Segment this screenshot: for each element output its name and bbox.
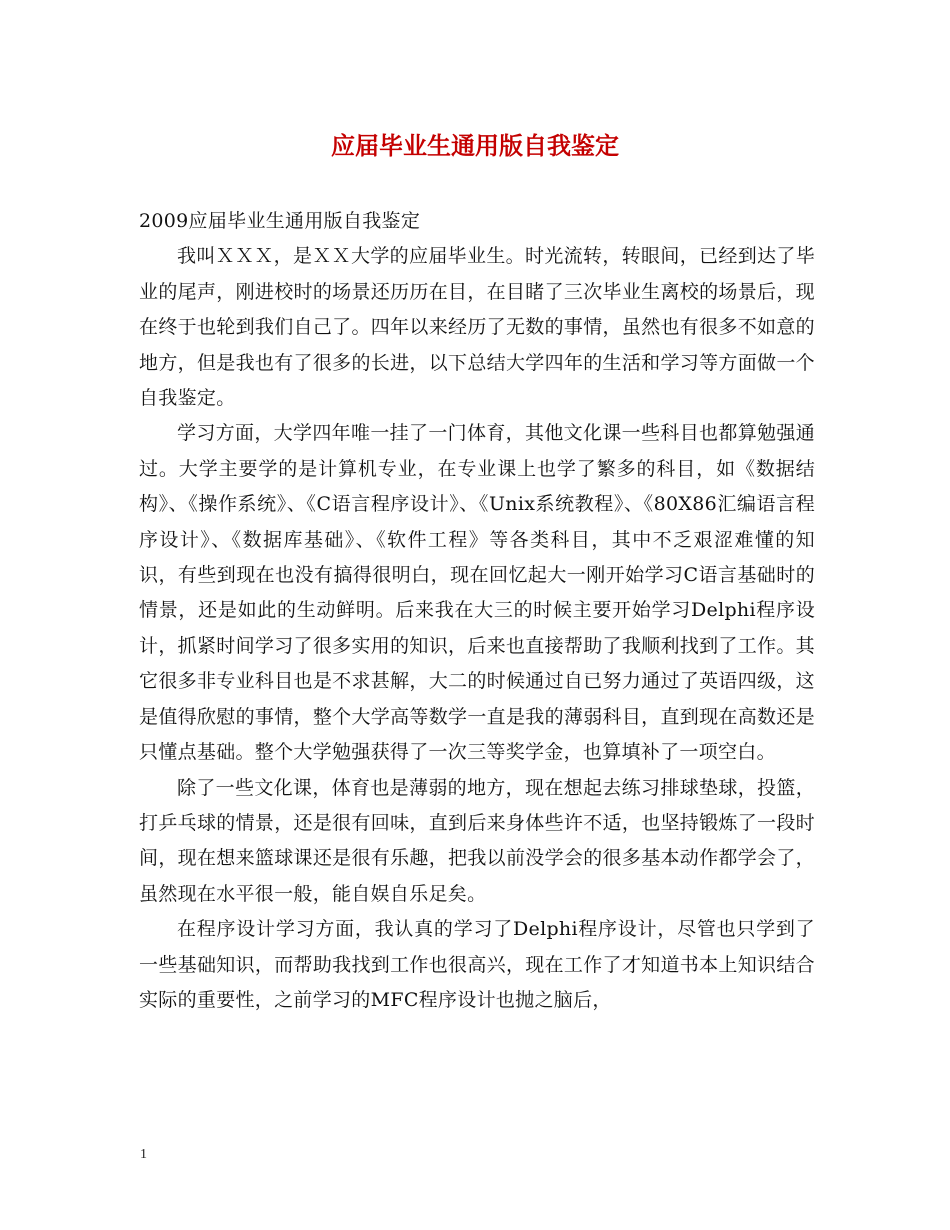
document-title: 应届毕业生通用版自我鉴定: [331, 131, 619, 160]
document-body: [139, 204, 815, 1018]
page-number: 1: [140, 1147, 147, 1162]
paragraph-introduction: 我叫ＸＸＸ，是ＸＸ大学的应届毕业生。时光流转，转眼间，已经到达了毕业的尾声，刚进校时的场景还历历在目，在目睹了三次毕业生离校的场景后，现在终于也轮到我们自己了。四年以来经历了无数的事情，虽然也有很多不如意的地方，但是我也有了很多的长进，以下总结大学四年的生活和学习等方面做一个自我鉴定。: [139, 245, 815, 410]
document-subtitle: 2009应届毕业生通用版自我鉴定: [139, 210, 421, 232]
paragraph-programming: 在程序设计学习方面，我认真的学习了Delphi程序设计，尽管也只学到了一些基础知识，而帮助我找到工作也很高兴，现在工作了才知道书本上知识结合实际的重要性，之前学习的MFC程序设计也抛之脑后，: [139, 918, 815, 1011]
paragraph-sports: 除了一些文化课，体育也是薄弱的地方，现在想起去练习排球垫球，投篮，打乒乓球的情景，还是很有回味，直到后来身体些许不适，也坚持锻炼了一段时间，现在想来篮球课还是很有乐趣，把我以前没学会的很多基本动作都学会了，虽然现在水平很一般，能自娱自乐足矣。: [139, 776, 815, 905]
paragraph-study: 学习方面，大学四年唯一挂了一门体育，其他文化课一些科目也都算勉强通过。大学主要学的是计算机专业，在专业课上也学了繁多的科目，如《数据结构》、《操作系统》、《C语言程序设计》、《Unix系统教程》、《80X86汇编语言程序设计》、《数据库基础》、《软件工程》等各类科目，其中不乏艰涩难懂的知识，有些到现在也没有搞得很明白，现在回忆起大一刚开始学习C语言基础时的情景，还是如此的生动鲜明。后来我在大三的时候主要开始学习Delphi程序设计，抓紧时间学习了很多实用的知识，后来也直接帮助了我顺利找到了工作。其它很多非专业科目也是不求甚解，大二的时候通过自已努力通过了英语四级，这是值得欣慰的事情，整个大学高等数学一直是我的薄弱科目，直到现在高数还是只懂点基础。整个大学勉强获得了一次三等奖学金，也算填补了一项空白。: [139, 422, 815, 764]
